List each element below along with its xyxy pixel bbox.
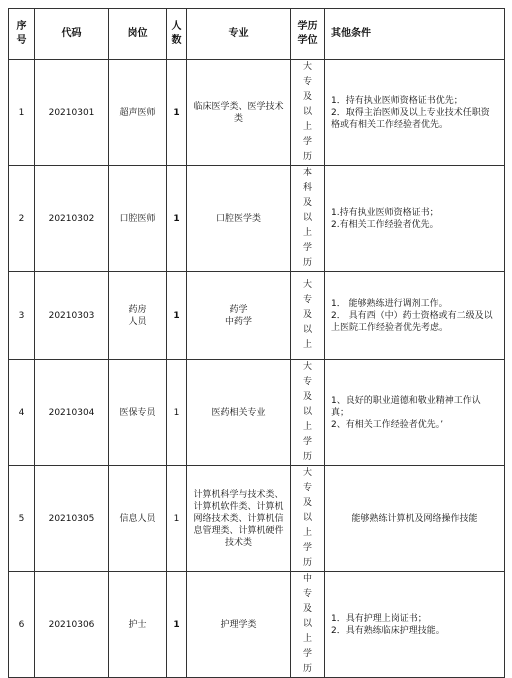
cell-post: 护士 [109, 572, 167, 678]
cell-major: 口腔医学类 [187, 166, 291, 272]
header-code: 代码 [35, 9, 109, 60]
table-row [9, 360, 505, 466]
recruitment-table [8, 8, 505, 678]
cell-code: 20210303 [35, 272, 109, 360]
cell-other: 1．具有护理上岗证书； 2．具有熟练临床护理技能。 [325, 572, 505, 678]
cell-major: 药学 中药学 [187, 272, 291, 360]
cell-edu: 大专及以上学历 [291, 60, 325, 166]
cell-post: 医保专员 [109, 360, 167, 466]
cell-seq: 4 [9, 360, 35, 466]
cell-edu: 本科及以上学历 [291, 166, 325, 272]
cell-code: 20210304 [35, 360, 109, 466]
cell-post: 信息人员 [109, 466, 167, 572]
cell-major: 医药相关专业 [187, 360, 291, 466]
table-row [9, 572, 505, 678]
table-row [9, 166, 505, 272]
cell-seq: 3 [9, 272, 35, 360]
cell-other: 1．持有执业医师资格证书优先； 2．取得主治医师及以上专业技术任职资格或有相关工作经验者优先。 [325, 60, 505, 166]
cell-post: 口腔医师 [109, 166, 167, 272]
cell-code: 20210306 [35, 572, 109, 678]
table-row [9, 466, 505, 572]
cell-other: 1． 能够熟练进行调剂工作。 2． 具有西（中）药士资格或有二级及以上医院工作经验者优先考虑。 [325, 272, 505, 360]
cell-edu: 大专及以上学历 [291, 466, 325, 572]
cell-major: 计算机科学与技术类、计算机软件类、计算机网络技术类、计算机信息管理类、计算机硬件技术类 [187, 466, 291, 572]
header-post: 岗位 [109, 9, 167, 60]
cell-seq: 5 [9, 466, 35, 572]
header-row [9, 9, 505, 60]
cell-other: 1、良好的职业道德和敬业精神工作认真； 2、有相关工作经验者优先。’ [325, 360, 505, 466]
cell-seq: 1 [9, 60, 35, 166]
cell-seq: 2 [9, 166, 35, 272]
cell-post: 药房 人员 [109, 272, 167, 360]
header-count: 人数 [167, 9, 187, 60]
cell-seq: 6 [9, 572, 35, 678]
cell-other: 能够熟练计算机及网络操作技能 [325, 466, 505, 572]
cell-post: 超声医师 [109, 60, 167, 166]
header-major: 专业 [187, 9, 291, 60]
cell-edu: 大专及以上 [291, 272, 325, 360]
table-row [9, 60, 505, 166]
cell-count: 1 [167, 60, 187, 166]
cell-code: 20210305 [35, 466, 109, 572]
header-seq: 序号 [9, 9, 35, 60]
cell-edu: 中专及以上学历 [291, 572, 325, 678]
cell-other: 1.持有执业医师资格证书； 2.有相关工作经验者优先。 [325, 166, 505, 272]
cell-count: 1 [167, 360, 187, 466]
cell-major: 临床医学类、医学技术类 [187, 60, 291, 166]
header-other: 其他条件 [325, 9, 505, 60]
table-row [9, 272, 505, 360]
cell-edu: 大专及以上学历 [291, 360, 325, 466]
cell-code: 20210302 [35, 166, 109, 272]
cell-code: 20210301 [35, 60, 109, 166]
cell-count: 1 [167, 466, 187, 572]
cell-count: 1 [167, 166, 187, 272]
cell-count: 1 [167, 572, 187, 678]
cell-count: 1 [167, 272, 187, 360]
header-edu: 学历学位 [291, 9, 325, 60]
cell-major: 护理学类 [187, 572, 291, 678]
